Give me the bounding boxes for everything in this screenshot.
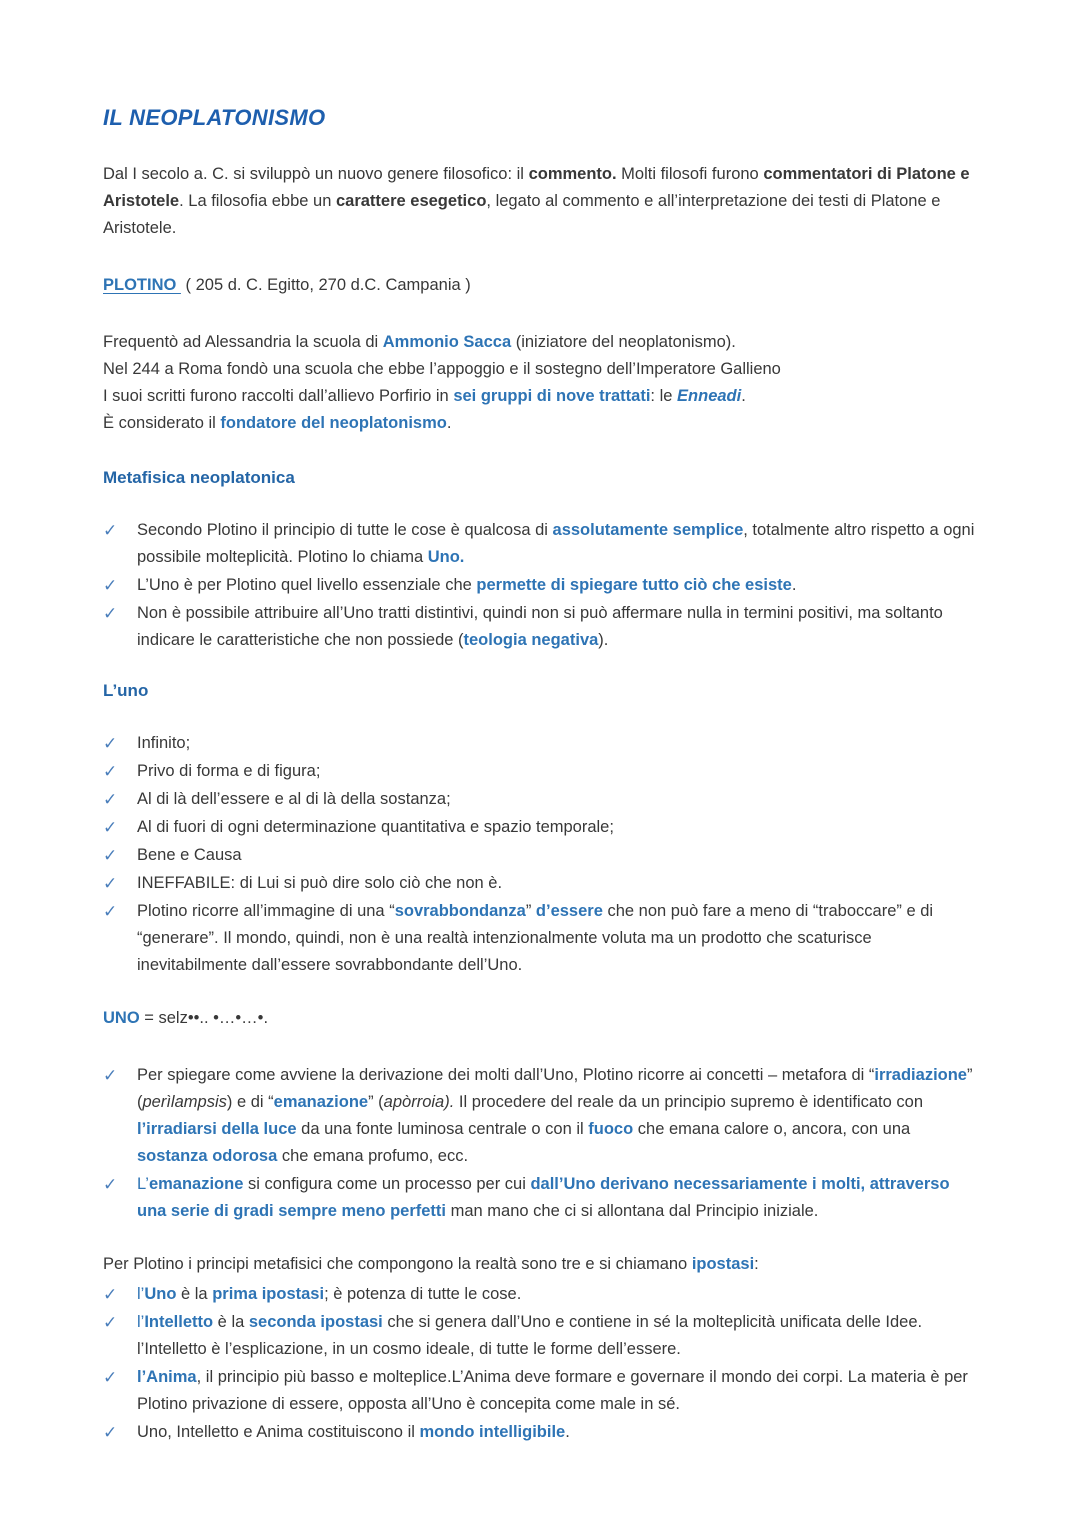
section-heading-luno (103, 680, 977, 702)
list-item-text (137, 1062, 977, 1170)
emphasis-run: d’essere (535, 902, 603, 920)
list-item-text (137, 898, 977, 979)
list-item (103, 1419, 977, 1446)
ipostasi-list (103, 1281, 977, 1446)
text-run: carattere esegetico (335, 192, 487, 210)
checkmark-icon: ✓ (103, 734, 118, 753)
list-item-text (137, 1309, 977, 1363)
text-run: che non può fare a meno di “traboccare” e di “generare”. Il mondo, quindi, non è una realtà intenzionalmente voluta ma un prodotto che scaturisce inevitabilmente dall’essere sovrabbondante dell’Uno. (137, 902, 934, 974)
checkmark-icon: ✓ (103, 790, 118, 809)
text-run: che si genera dall’Uno e contiene in sé la molteplicità unificata delle Idee. l’Intelletto è l’esplicazione, in un cosmo ideale, di tutte le forme dell’essere. (137, 1313, 923, 1358)
list-item (103, 600, 977, 654)
checkmark-icon: ✓ (103, 1066, 118, 1085)
emphasis-run: teologia negativa (463, 631, 599, 649)
text-run: è la (213, 1313, 249, 1331)
text-run: Infinito; (137, 734, 191, 752)
emphasis-run: Uno. (427, 548, 465, 566)
emphasis-run: PLOTINO (103, 276, 181, 294)
text-run: Per spiegare come avviene la derivazione dei molti dall’Uno, Plotino ricorre ai concetti – metafora di “ (137, 1066, 875, 1084)
emphasis-run: sei gruppi di nove trattati (453, 387, 651, 405)
text-run: I suoi scritti furono raccolti dall’allievo Porfirio in (103, 387, 454, 405)
emphasis-run: l’irradiarsi della luce (137, 1120, 297, 1138)
emphasis-run: sostanza odorosa (137, 1147, 278, 1165)
emphasis-run: irradiazione (874, 1066, 967, 1084)
list-item (103, 786, 977, 813)
checkmark-icon: ✓ (103, 1175, 118, 1194)
checkmark-icon: ✓ (103, 846, 118, 865)
text-run: è la (176, 1285, 213, 1303)
checkmark-icon: ✓ (103, 1368, 118, 1387)
ipostasi-intro (103, 1251, 977, 1278)
checkmark-icon: ✓ (103, 521, 118, 540)
text-run: : (754, 1255, 759, 1273)
emphasis-run: fondatore del neoplatonismo (220, 414, 447, 432)
emphasis-run: fuoco (588, 1120, 634, 1138)
emphasis-run: l’ (137, 1313, 145, 1331)
text-run: ). (598, 631, 609, 649)
text-run: apòrroia). (383, 1093, 455, 1111)
text-run: Privo di forma e di figura; (137, 762, 321, 780)
text-run: ” ( (368, 1093, 384, 1111)
emanazione-list (103, 1062, 977, 1225)
list-item-text (137, 758, 977, 785)
text-run: ; è potenza di tutte le cose. (324, 1285, 522, 1303)
list-item-text (137, 517, 977, 571)
list-item (103, 1062, 977, 1170)
list-item-text (137, 730, 977, 757)
list-item (103, 1171, 977, 1225)
text-run: INEFFABILE: di Lui si può dire solo ciò che non è. (137, 874, 503, 892)
checkmark-icon: ✓ (103, 762, 118, 781)
text-run: Al di fuori di ogni determinazione quantitativa e spazio temporale; (137, 818, 614, 836)
text-run: . (741, 387, 746, 405)
notes-document (103, 104, 977, 1446)
list-item (103, 572, 977, 599)
text-run: . La filosofia ebbe un (179, 192, 336, 210)
emphasis-run: prima ipostasi (212, 1285, 325, 1303)
text-run: Frequentò ad Alessandria la scuola di (103, 333, 383, 351)
text-run: Secondo Plotino il principio di tutte le cose è qualcosa di (137, 521, 553, 539)
text-run: Plotino ricorre all’immagine di una “ (137, 902, 395, 920)
emphasis-run: mondo intelligibile (419, 1423, 566, 1441)
text-run: Nel 244 a Roma fondò una scuola che ebbe l’appoggio e il sostegno dell’Imperatore Gallieno (103, 360, 781, 378)
list-item (103, 758, 977, 785)
text-run: Per Plotino i principi metafisici che compongono la realtà sono tre e si chiamano (103, 1255, 692, 1273)
emphasis-run: l’ (137, 1285, 145, 1303)
checkmark-icon: ✓ (103, 576, 118, 595)
list-item-text (137, 786, 977, 813)
list-item-text (137, 870, 977, 897)
list-item (103, 842, 977, 869)
emphasis-run: emanazione (273, 1093, 369, 1111)
list-item (103, 1281, 977, 1308)
emphasis-run: Intelletto (144, 1313, 214, 1331)
text-run: da una fonte luminosa centrale o con il (296, 1120, 589, 1138)
list-item-text (137, 600, 977, 654)
text-run: L’uno (103, 681, 149, 700)
plotino-bio (103, 329, 977, 437)
list-item-text (137, 1171, 977, 1225)
emphasis-run: Uno (144, 1285, 177, 1303)
text-run: IL NEOPLATONISMO (103, 105, 326, 130)
text-run: : le (650, 387, 678, 405)
plotino-heading-line (103, 272, 977, 299)
text-run: commentatori di Platone e Aristotele (103, 165, 970, 210)
checkmark-icon: ✓ (103, 874, 118, 893)
text-run: L’Uno è per Plotino quel livello essenziale che (137, 576, 477, 594)
list-item-text (137, 842, 977, 869)
emphasis-run: UNO (103, 1009, 140, 1027)
text-run: che emana calore o, ancora, con una (633, 1120, 911, 1138)
list-item (103, 898, 977, 979)
text-run: Uno, Intelletto e Anima costituiscono il (137, 1423, 420, 1441)
emphasis-run: dall’Uno derivano necessariamente i molti, attraverso una serie di gradi sempre meno perfetti (137, 1175, 950, 1220)
list-item-text (137, 572, 977, 599)
text-run: , totalmente altro rispetto a ogni possibile molteplicità. Plotino lo chiama (137, 521, 975, 566)
checkmark-icon: ✓ (103, 1423, 118, 1442)
list-item-text (137, 1281, 977, 1308)
text-run: commento. (528, 165, 617, 183)
list-item (103, 730, 977, 757)
text-run: ” (525, 902, 536, 920)
text-run: ” ( (137, 1066, 973, 1111)
text-run: perìlampsis (142, 1093, 227, 1111)
list-item (103, 870, 977, 897)
luno-list (103, 730, 977, 979)
text-run: Molti filosofi furono (616, 165, 764, 183)
text-run: Metafisica neoplatonica (103, 468, 295, 487)
list-item-text (137, 1364, 977, 1418)
checkmark-icon: ✓ (103, 818, 118, 837)
text-run: man mano che ci si allontana dal Principio iniziale. (446, 1202, 819, 1220)
list-item (103, 517, 977, 571)
emphasis-run: permette di spiegare tutto ciò che esiste (476, 576, 792, 594)
emphasis-run: emanazione (148, 1175, 244, 1193)
text-run: . (791, 576, 797, 594)
text-run: Al di là dell’essere e al di là della sostanza; (137, 790, 451, 808)
doc-title (103, 104, 977, 131)
metafisica-list (103, 517, 977, 654)
list-item (103, 814, 977, 841)
text-run: = selz••.. •…•…•. (139, 1009, 269, 1027)
emphasis-run: ipostasi (691, 1255, 755, 1273)
text-run: È considerato il (103, 414, 221, 432)
text-run: . (446, 414, 452, 432)
emphasis-run: l’Anima (137, 1368, 197, 1386)
emphasis-run: L’ (137, 1175, 149, 1193)
emphasis-run: seconda ipostasi (248, 1313, 383, 1331)
intro-paragraph (103, 161, 977, 242)
text-run: (iniziatore del neoplatonismo). (511, 333, 736, 351)
list-item (103, 1364, 977, 1418)
uno-formula (103, 1005, 977, 1032)
emphasis-run: assolutamente semplice (552, 521, 744, 539)
emphasis-run: Ammonio Sacca (382, 333, 512, 351)
text-run: si configura come un processo per cui (243, 1175, 531, 1193)
text-run: Il procedere del reale da un principio supremo è identificato con (454, 1093, 923, 1111)
text-run: , il principio più basso e molteplice.L’Anima deve formare e governare il mondo dei corpi. La materia è per Plotino privazione di essere, opposta all’Uno è concepita come male in sé. (137, 1368, 968, 1413)
checkmark-icon: ✓ (103, 902, 118, 921)
text-run: . (565, 1423, 570, 1441)
checkmark-icon: ✓ (103, 1313, 118, 1332)
checkmark-icon: ✓ (103, 1285, 118, 1304)
text-run: Dal I secolo a. C. si sviluppò un nuovo genere filosofico: il (103, 165, 529, 183)
text-run: Non è possibile attribuire all’Uno tratti distintivi, quindi non si può affermare nulla in termini positivi, ma soltanto indicare le caratteristiche che non possiede ( (137, 604, 943, 649)
list-item-text (137, 1419, 977, 1446)
text-run: che emana profumo, ecc. (277, 1147, 469, 1165)
text-run: , legato al commento e all’interpretazione dei testi di Platone e Aristotele. (103, 192, 941, 237)
emphasis-run: Enneadi (677, 387, 742, 405)
text-run: Bene e Causa (137, 846, 242, 864)
list-item (103, 1309, 977, 1363)
checkmark-icon: ✓ (103, 604, 118, 623)
section-heading-metafisica (103, 467, 977, 489)
text-run: ( 205 d. C. Egitto, 270 d.C. Campania ) (180, 276, 471, 294)
list-item-text (137, 814, 977, 841)
emphasis-run: sovrabbondanza (394, 902, 526, 920)
text-run: ) e di “ (226, 1093, 274, 1111)
